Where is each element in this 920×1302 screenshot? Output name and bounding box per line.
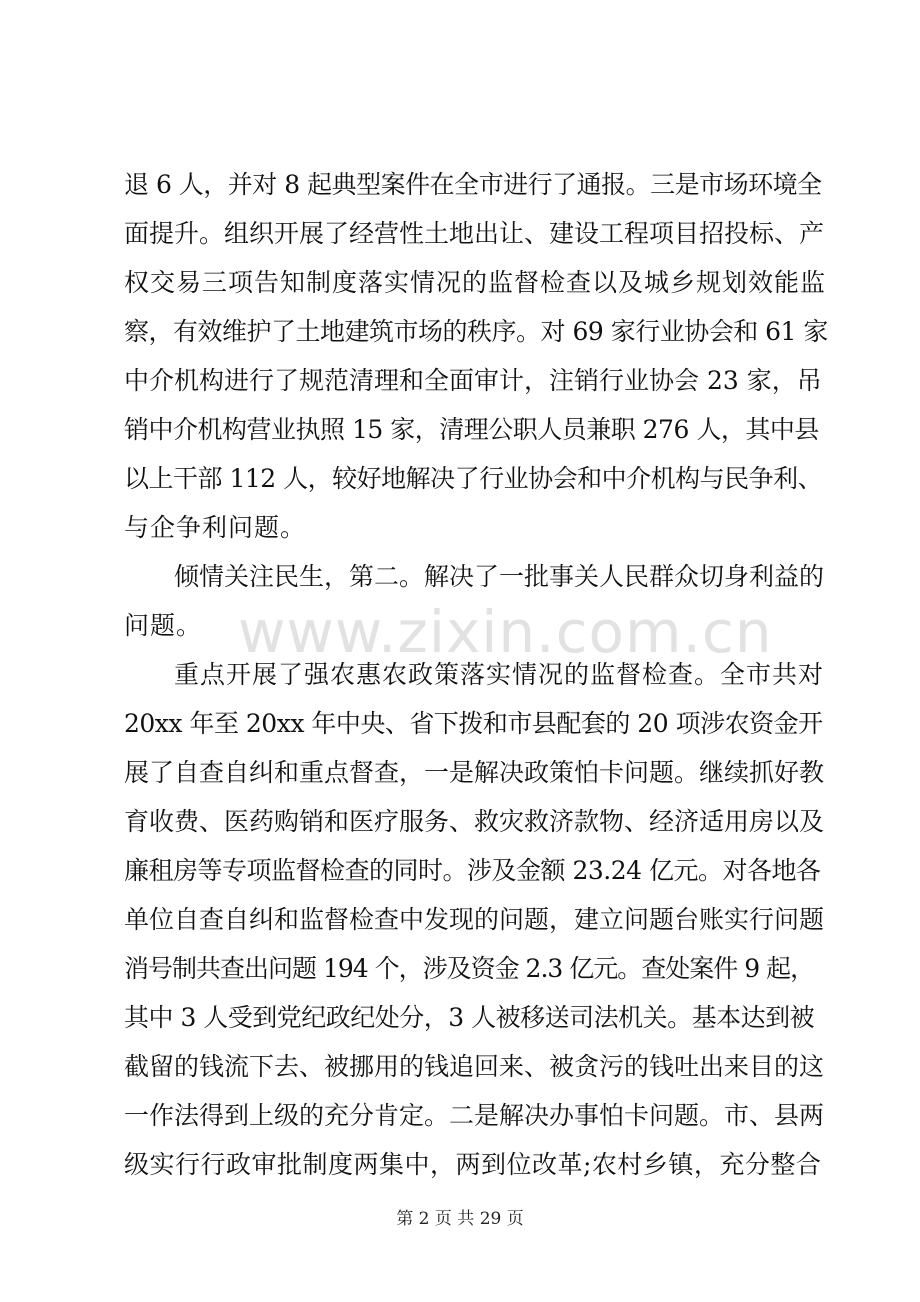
text-line: 其中 3 人受到党纪政纪处分，3 人被移送司法机关。基本达到被 bbox=[124, 1003, 815, 1032]
page-footer: 第 2 页 共 29 页 bbox=[396, 1209, 524, 1229]
text-line: 育收费、医药购销和医疗服务、救灾救济款物、经济适用房以及 bbox=[124, 807, 825, 836]
text-line: 察，有效维护了土地建筑市场的秩序。对 69 家行业协会和 61 家 bbox=[124, 317, 828, 346]
text-line: 展了自查自纠和重点督查，一是解决政策怕卡问题。继续抓好教 bbox=[124, 758, 825, 787]
text-line: 销中介机构营业执照 15 家，清理公职人员兼职 276 人，其中县 bbox=[124, 415, 819, 444]
text-line: 单位自查自纠和监督检查中发现的问题，建立问题台账实行问题 bbox=[124, 905, 825, 934]
text-line: 权交易三项告知制度落实情况的监督检查以及城乡规划效能监 bbox=[124, 268, 827, 297]
text-line: 一作法得到上级的充分肯定。二是解决办事怕卡问题。市、县两 bbox=[124, 1101, 825, 1130]
text-line: 中介机构进行了规范清理和全面审计，注销行业协会 23 家，吊 bbox=[124, 366, 822, 395]
text-line: 问题。 bbox=[124, 611, 203, 640]
text-line: 与企争利问题。 bbox=[124, 513, 307, 542]
paragraph-first-line: 倾情关注民生，第二。解决了一批事关人民群众切身利益的 bbox=[174, 562, 825, 591]
text-line: 廉租房等专项监督检查的同时。涉及金额 23.24 亿元。对各地各 bbox=[124, 856, 821, 885]
text-line: 面提升。组织开展了经营性土地出让、建设工程项目招投标、产 bbox=[124, 219, 825, 248]
paragraph-first-line: 重点开展了强农惠农政策落实情况的监督检查。全市共对 bbox=[174, 660, 825, 689]
text-line: 退 6 人，并对 8 起典型案件在全市进行了通报。三是市场环境全 bbox=[124, 170, 822, 199]
text-line: 20xx 年至 20xx 年中央、省下拨和市县配套的 20 项涉农资金开 bbox=[124, 709, 823, 738]
text-line: 截留的钱流下去、被挪用的钱追回来、被贪污的钱吐出来目的这 bbox=[124, 1052, 825, 1081]
text-line: 消号制共查出问题 194 个，涉及资金 2.3 亿元。查处案件 9 起， bbox=[124, 954, 815, 983]
text-line: 以上干部 112 人，较好地解决了行业协会和中介机构与民争利、 bbox=[124, 464, 823, 493]
watermark: www.zixin.com.cn bbox=[238, 598, 773, 666]
text-line: 级实行行政审批制度两集中，两到位改革;农村乡镇，充分整合 bbox=[124, 1150, 822, 1179]
